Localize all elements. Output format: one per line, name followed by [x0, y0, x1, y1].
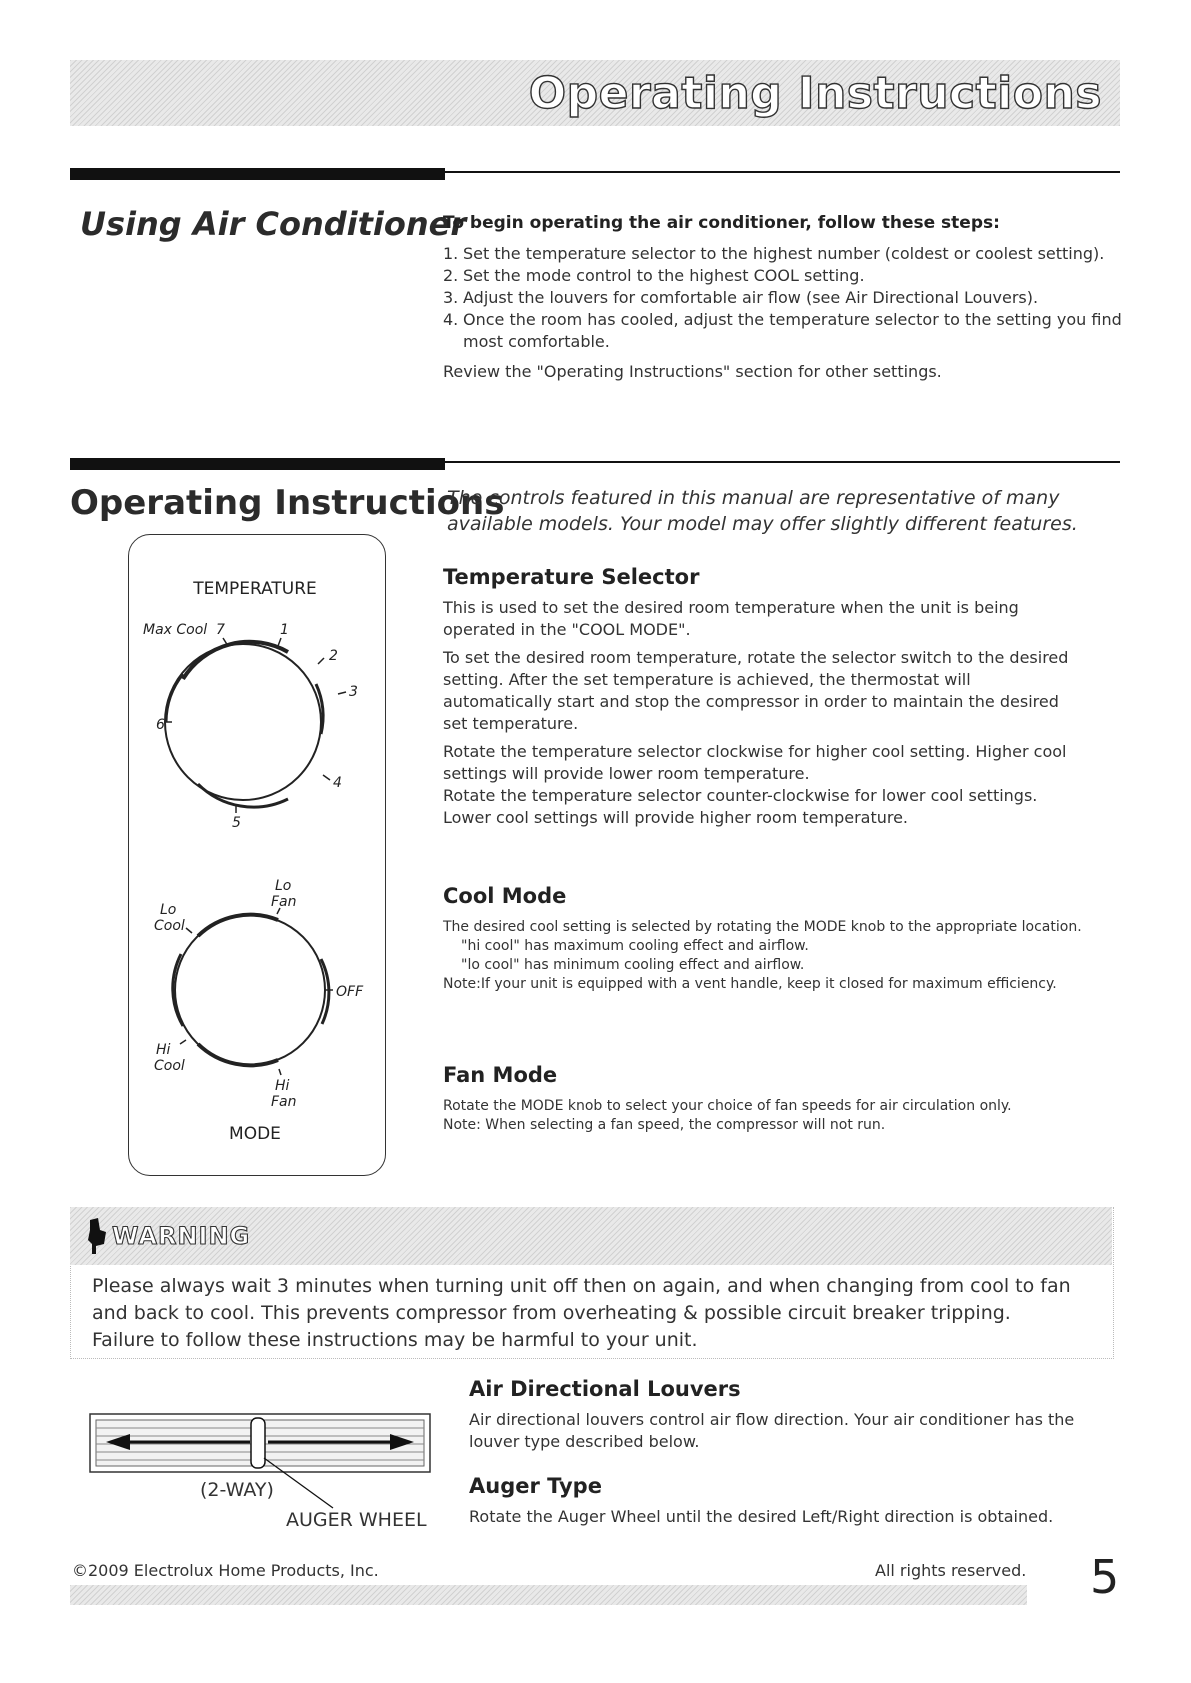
footer-copyright: ©2009 Electrolux Home Products, Inc.	[72, 1561, 379, 1580]
temp-selector-p3a: Rotate the temperature selector clockwise for higher cool setting. Higher cool settings will provide lower room temperature.	[443, 742, 1067, 783]
louvers-section	[469, 1377, 1129, 1453]
hi-cool-label: Hi	[156, 1042, 171, 1058]
warning-line1: Please always wait 3 minutes when turning unit off then on again, and when changing from cool to fan and back to cool. This prevents compressor from overheating & possible circuit breaker tripping.	[92, 1275, 1071, 1324]
temperature-dial-title: TEMPERATURE	[193, 579, 317, 599]
header-banner	[70, 60, 1120, 126]
temp-dial-arc	[166, 674, 183, 722]
lo-cool-label: Cool	[154, 918, 185, 934]
banner-title: Operating Instructions	[528, 68, 1102, 119]
temp-mark-1: 1	[280, 622, 289, 638]
fan-mode-heading: Fan Mode	[443, 1063, 558, 1087]
dials-illustration	[128, 534, 388, 1179]
using-review: Review the "Operating Instructions" section for other settings.	[443, 362, 942, 381]
tick-mark	[338, 692, 346, 694]
step-item: 3. Adjust the louvers for comfortable air flow (see Air Directional Louvers).	[443, 288, 1039, 307]
page-number: 5	[1090, 1550, 1120, 1604]
temp-mark-3: 3	[349, 684, 358, 700]
cool-mode-lo: "lo cool" has minimum cooling effect and airflow.	[461, 957, 805, 973]
mode-dial-arc	[198, 915, 278, 936]
section-title-operating: Operating Instructions	[70, 483, 505, 523]
temp-dial-arc	[198, 784, 288, 807]
louver-illustration	[88, 1408, 433, 1533]
temp-selector-p3b: Rotate the temperature selector counter-clockwise for lower cool settings.	[443, 786, 1038, 805]
temp-mark-4: 4	[333, 775, 342, 791]
temp-selector-p2: To set the desired room temperature, rotate the selector switch to the desired setting. After the set temperature is achieved, the thermostat will automatically start and stop the compressor in order to maintain the desired set temperature.	[443, 648, 1069, 733]
step-item: 1. Set the temperature selector to the highest number (coldest or coolest setting).	[443, 244, 1105, 263]
warning-title: WARNING	[112, 1222, 251, 1250]
section-title-using: Using Air Conditioner	[80, 205, 467, 243]
tick-mark	[180, 1040, 186, 1044]
step-item: 2. Set the mode control to the highest COOL setting.	[443, 266, 865, 285]
max-cool-label: Max Cool	[143, 622, 208, 638]
step-item: 4. Once the room has cooled, adjust the temperature selector to the setting you find most comfortable.	[443, 310, 1122, 351]
temp-mark-2: 2	[329, 648, 338, 664]
lo-fan-label: Fan	[271, 894, 297, 910]
section-rule-thin	[445, 461, 1120, 463]
warning-line2: Failure to follow these instructions may be harmful to your unit.	[92, 1329, 698, 1351]
fan-mode-p1: Rotate the MODE knob to select your choice of fan speeds for air circulation only.	[443, 1098, 1012, 1114]
auger-heading: Auger Type	[469, 1474, 602, 1498]
section-rule-thick	[70, 168, 445, 180]
temp-mark-7: 7	[216, 622, 225, 638]
temp-dial-arc	[183, 642, 288, 679]
temp-mark-5: 5	[232, 815, 241, 831]
temp-mark-6: 6	[156, 717, 165, 733]
temperature-selector-section	[443, 565, 1123, 829]
fan-mode-note: Note: When selecting a fan speed, the compressor will not run.	[443, 1117, 886, 1133]
cool-mode-heading: Cool Mode	[443, 884, 567, 908]
footer-bar	[70, 1585, 1027, 1605]
hand-pointer-icon	[84, 1216, 110, 1256]
using-content	[443, 213, 1123, 383]
mode-dial[interactable]	[175, 915, 325, 1065]
louvers-heading: Air Directional Louvers	[469, 1377, 741, 1401]
mode-dial-arc	[198, 1044, 278, 1065]
cool-mode-section	[443, 884, 1123, 994]
footer-rights: All rights reserved.	[875, 1561, 1027, 1580]
tick-mark	[279, 1069, 281, 1075]
tick-mark	[318, 658, 324, 664]
two-way-label: (2-WAY)	[200, 1479, 274, 1501]
fan-mode-section	[443, 1063, 1123, 1135]
temperature-selector-heading: Temperature Selector	[443, 565, 700, 589]
hi-cool-label: Cool	[154, 1058, 185, 1074]
auger-p1: Rotate the Auger Wheel until the desired Left/Right direction is obtained.	[469, 1507, 1054, 1526]
section-rule-thick	[70, 458, 445, 470]
cool-mode-hi: "hi cool" has maximum cooling effect and airflow.	[461, 938, 809, 954]
steps-list	[443, 243, 1123, 353]
tick-mark	[278, 638, 281, 646]
lo-cool-label: Lo	[160, 902, 177, 918]
using-lead: To begin operating the air conditioner, follow these steps:	[443, 213, 1000, 233]
tick-mark	[323, 775, 330, 780]
off-label: OFF	[336, 984, 364, 1000]
hi-fan-label: Hi	[275, 1078, 290, 1094]
temp-selector-p3c: Lower cool settings will provide higher room temperature.	[443, 808, 909, 827]
auger-wheel-label: AUGER WHEEL	[286, 1509, 427, 1531]
warning-text	[92, 1273, 1107, 1354]
operating-intro: The controls featured in this manual are representative of many available models. Your model may offer slightly different features.	[447, 487, 1078, 535]
cool-mode-p1: The desired cool setting is selected by rotating the MODE knob to the appropriate location.	[443, 919, 1082, 935]
temp-selector-p1: This is used to set the desired room temperature when the unit is being operated in the "COOL MODE".	[443, 598, 1019, 639]
section-rule-thin	[445, 171, 1120, 173]
auger-section	[469, 1474, 1129, 1528]
louvers-p1: Air directional louvers control air flow direction. Your air conditioner has the louver type described below.	[469, 1410, 1075, 1451]
temperature-dial[interactable]	[165, 644, 321, 800]
lo-fan-label: Lo	[275, 878, 292, 894]
tick-mark	[186, 928, 192, 933]
hi-fan-label: Fan	[271, 1094, 297, 1110]
mode-dial-title: MODE	[229, 1124, 281, 1144]
cool-mode-note: Note:If your unit is equipped with a vent handle, keep it closed for maximum efficiency.	[443, 976, 1057, 992]
